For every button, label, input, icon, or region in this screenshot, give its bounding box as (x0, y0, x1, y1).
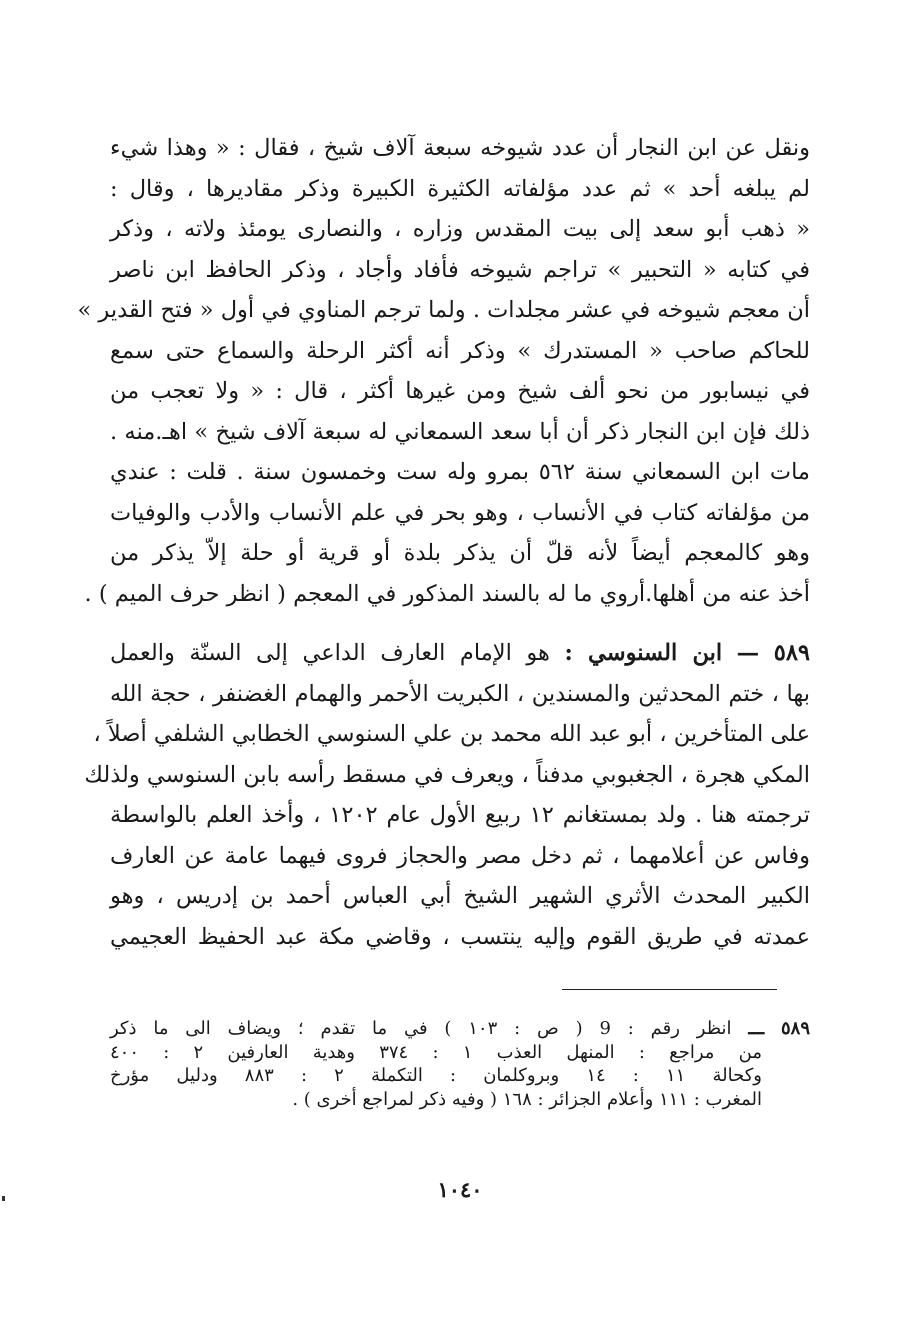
entry-589 (84, 633, 811, 957)
text-line: أخذ عنه من أهلها.أروي ما له بالسند المذكور في المعجم ( انظر حرف الميم ) . (84, 580, 810, 607)
text-line: للحاكم صاحب « المستدرك » وذكر أنه أكثر الرحلة والسماع حتى سمع (110, 337, 810, 364)
footnote-text: انظر رقم : 9 ( ص : ١٠٣ ) في ما تقدم ؛ ويضاف الى ما ذكر (110, 1018, 732, 1039)
scan-mark (2, 1196, 5, 1201)
text-line: في كتابه « التحبير » تراجم شيوخه فأفاد وأجاد ، وذكر الحافظ ابن ناصر (110, 256, 810, 283)
entry-dash: — (736, 640, 760, 666)
text-line: في نيسابور من نحو ألف شيخ ومن غيرها أكثر ، قال : « ولا تعجب من (110, 378, 810, 404)
text-line: ذلك فإن ابن النجار ذكر أن أبا سعد السمعاني له سبعة آلاف شيخ » اهـ.منه . (110, 418, 810, 445)
text-line: أن معجم شيوخه في عشر مجلدات . ولما ترجم المناوي في أول « فتح القدير » (77, 297, 810, 323)
text-line: وهو كالمعجم أيضاً لأنه قلّ أن يذكر بلدة أو قرية أو حلة إلاّ يذكر من (110, 540, 810, 566)
entry-number: ٥٨٩ (773, 640, 810, 666)
footnote-number: ٥٨٩ (780, 1018, 810, 1039)
page-number: ١٠٤٠ (437, 1177, 483, 1202)
text-line: ترجمته هنا . ولد بمستغانم ١٢ ربيع الأول عام ١٢٠٢ ، وأخذ العلم بالواسطة (110, 802, 811, 828)
text-line: مات ابن السمعاني سنة ٥٦٢ بمرو وله ست وخمسون سنة . قلت : عندي (110, 459, 810, 485)
footnote-line: وكحالة ١١ : ١٤ وبروكلمان : التكملة ٢ : ٨٨٣ ودليل مؤرخ (110, 1065, 763, 1086)
paragraph-continuation (77, 128, 810, 614)
text-line: « ذهب أبو سعد إلى بيت المقدس وزاره ، والنصارى يومئذ ولاته ، وذكر (110, 216, 810, 242)
text-line: وفاس عن أعلامهما ، ثم دخل مصر والحجاز فروى فيهما عامة عن العارف (110, 842, 810, 869)
text-line: من مؤلفاته كتاب في الأنساب ، وهو بحر في علم الأنساب والأدب والوفيات (110, 499, 810, 526)
entry-first-line-text: هو الإمام العارف الداعي إلى السنّة والعمل (110, 640, 550, 666)
footnote-dash: ـــ (748, 1018, 765, 1039)
page-body (77, 128, 811, 957)
text-line: ونقل عن ابن النجار أن عدد شيوخه سبعة آلاف شيخ ، فقال : « وهذا شيء (110, 135, 810, 161)
footnote-line: من مراجع : المنهل العذب ١ : ٣٧٤ وهدية العارفين ٢ : ٤٠٠ (110, 1041, 762, 1063)
footnote-line: المغرب : ١١١ وأعلام الجزائر : ١٦٨ ( وفيه ذكر لمراجع أخرى ) . (292, 1088, 762, 1110)
entry-heading: ابن السنوسي : (564, 640, 723, 666)
text-line: عمدته في طريق القوم وإليه ينتسب ، وقاضي مكة عبد الحفيظ العجيمي (110, 923, 810, 950)
footnote-separator (562, 989, 777, 990)
footnote-first-line (110, 1017, 810, 1041)
footnotes (110, 1017, 810, 1111)
text-line: المكي هجرة ، الجغبوبي مدفناً ، ويعرف في مسقط رأسه بابن السنوسي ولذلك (84, 761, 810, 788)
text-line: على المتأخرين ، أبو عبد الله محمد بن علي السنوسي الخطابي الشلفي أصلاً ، (93, 721, 810, 747)
text-line: بها ، ختم المحدثين والمسندين ، الكبريت الأحمر والهمام الغضنفر ، حجة الله (110, 680, 810, 707)
entry-first-line (110, 633, 810, 674)
text-line: الكبير المحدث الأثري الشهير الشيخ أبي العباس أحمد بن إدريس ، وهو (110, 883, 810, 909)
text-line: لم يبلغه أحد » ثم عدد مؤلفاته الكثيرة الكبيرة وذكر مقاديرها ، وقال : (110, 175, 810, 202)
